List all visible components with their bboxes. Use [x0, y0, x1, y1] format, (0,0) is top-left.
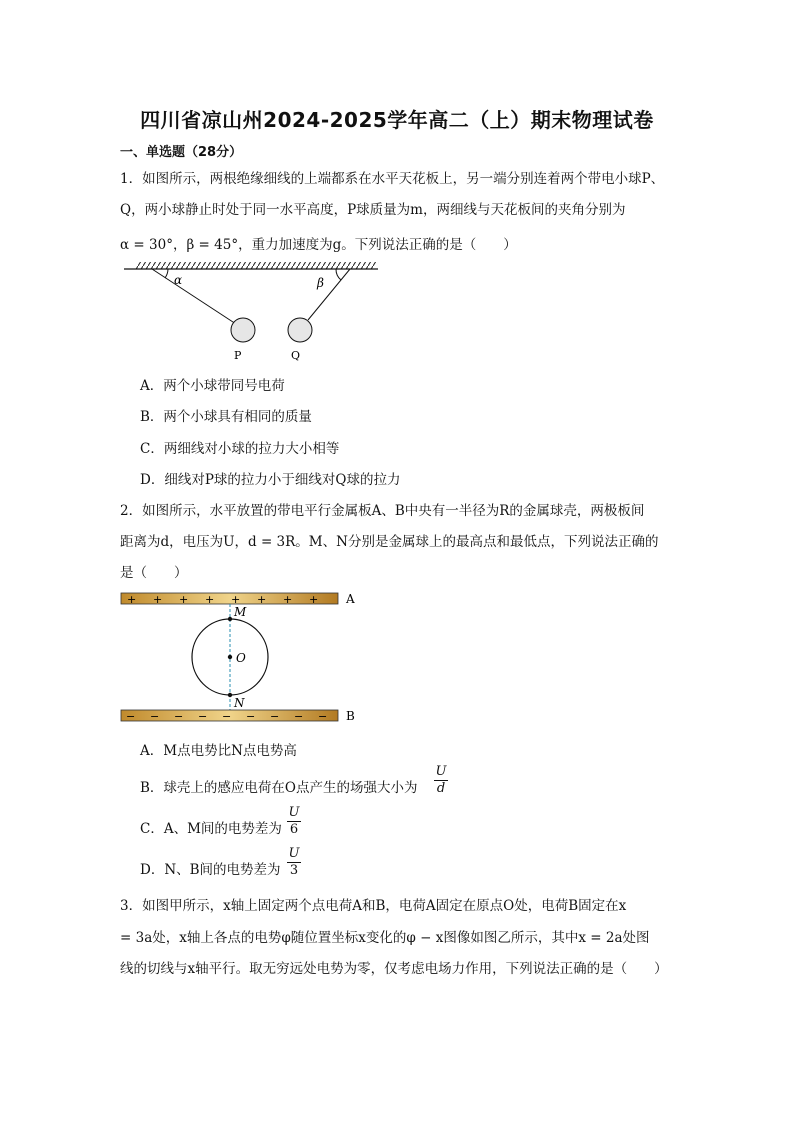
minus-sign: −	[270, 710, 280, 723]
label-plate-a: A	[346, 592, 355, 606]
q2-option-c-fraction	[287, 806, 301, 837]
plus-sign: +	[257, 593, 267, 606]
ceiling-hatch	[136, 262, 376, 269]
q1-figure	[118, 258, 388, 366]
q3-stem-line-1: 3．如图甲所示，x轴上固定两个点电荷A和B，电荷A固定在原点O处，电荷B固定在x	[120, 898, 627, 914]
label-p: P	[234, 349, 242, 362]
plus-sign: +	[179, 593, 189, 606]
minus-sign: −	[126, 710, 136, 723]
plus-sign: +	[127, 593, 137, 606]
point-o	[228, 655, 232, 659]
plus-sign: +	[283, 593, 293, 606]
q1-stem-line-3: α = 30°，β = 45°，重力加速度为g。下列说法正确的是（ ）	[120, 237, 517, 253]
angle-beta-arc	[336, 269, 341, 280]
minus-sign: −	[318, 710, 328, 723]
minus-sign: −	[150, 710, 160, 723]
page-title: 四川省凉山州2024-2025学年高二（上）期末物理试卷	[140, 108, 654, 132]
angle-alpha-arc	[165, 269, 168, 278]
q1-option-b: B．两个小球具有相同的质量	[140, 409, 312, 425]
point-m	[228, 617, 232, 621]
section-heading: 一、单选题（28分）	[120, 145, 243, 160]
q3-stem-line-2: = 3a处，x轴上各点的电势φ随位置坐标x变化的φ − x图像如图乙所示，其中x = 2a处图	[120, 930, 650, 946]
q1-option-a: A．两个小球带同号电荷	[140, 378, 285, 394]
label-m: M	[234, 605, 247, 619]
q2-option-b: B．球壳上的感应电荷在O点产生的场强大小为	[140, 780, 418, 796]
label-q: Q	[291, 349, 301, 362]
minus-sign: −	[222, 710, 232, 723]
ball-q	[288, 318, 312, 342]
q1-option-d: D．细线对P球的拉力小于细线对Q球的拉力	[140, 472, 401, 488]
plate-b-charges	[126, 710, 327, 723]
plus-sign: +	[205, 593, 215, 606]
q1-stem-line-2: Q，两小球静止时处于同一水平高度，P球质量为m，两细线与天花板间的夹角分别为	[120, 202, 626, 218]
label-n: N	[234, 696, 245, 710]
label-o: O	[236, 651, 246, 665]
label-plate-b: B	[346, 709, 355, 723]
plus-sign: +	[231, 593, 241, 606]
minus-sign: −	[174, 710, 184, 723]
point-n	[228, 693, 232, 697]
fraction-numerator: U	[435, 764, 447, 779]
q1-option-c: C．两细线对小球的拉力大小相等	[140, 441, 340, 457]
fraction-denominator: 6	[289, 822, 299, 837]
minus-sign: −	[246, 710, 256, 723]
q2-option-d: D．N、B间的电势差为	[140, 862, 281, 878]
q3-stem-line-3: 线的切线与x轴平行。取无穷远处电势为零，仅考虑电场力作用，下列说法正确的是（ ）	[120, 961, 668, 977]
q2-option-c: C．A、M间的电势差为	[140, 821, 282, 837]
plus-sign: +	[153, 593, 163, 606]
q2-figure	[118, 588, 368, 728]
thread-p	[152, 269, 236, 324]
ball-p	[231, 318, 255, 342]
label-alpha: α	[174, 273, 183, 287]
q2-stem-line-3: 是（ ）	[120, 565, 188, 581]
q2-option-d-fraction	[287, 847, 301, 878]
fraction-denominator: d	[436, 781, 446, 796]
thread-q	[308, 269, 350, 320]
q2-option-b-fraction	[434, 765, 448, 796]
q2-stem-line-1: 2．如图所示，水平放置的带电平行金属板A、B中央有一半径为R的金属球壳，两极板间	[120, 503, 645, 519]
fraction-denominator: 3	[289, 863, 299, 878]
fraction-numerator: U	[288, 805, 300, 820]
q1-stem-line-1: 1．如图所示，两根绝缘细线的上端都系在水平天花板上，另一端分别连着两个带电小球P、	[120, 171, 665, 187]
fraction-numerator: U	[288, 846, 300, 861]
minus-sign: −	[294, 710, 304, 723]
label-beta: β	[317, 276, 324, 290]
plus-sign: +	[309, 593, 319, 606]
minus-sign: −	[198, 710, 208, 723]
q2-option-a: A．M点电势比N点电势高	[140, 743, 297, 759]
q2-stem-line-2: 距离为d，电压为U，d = 3R。M、N分别是金属球上的最高点和最低点，下列说法正确的	[120, 534, 659, 550]
